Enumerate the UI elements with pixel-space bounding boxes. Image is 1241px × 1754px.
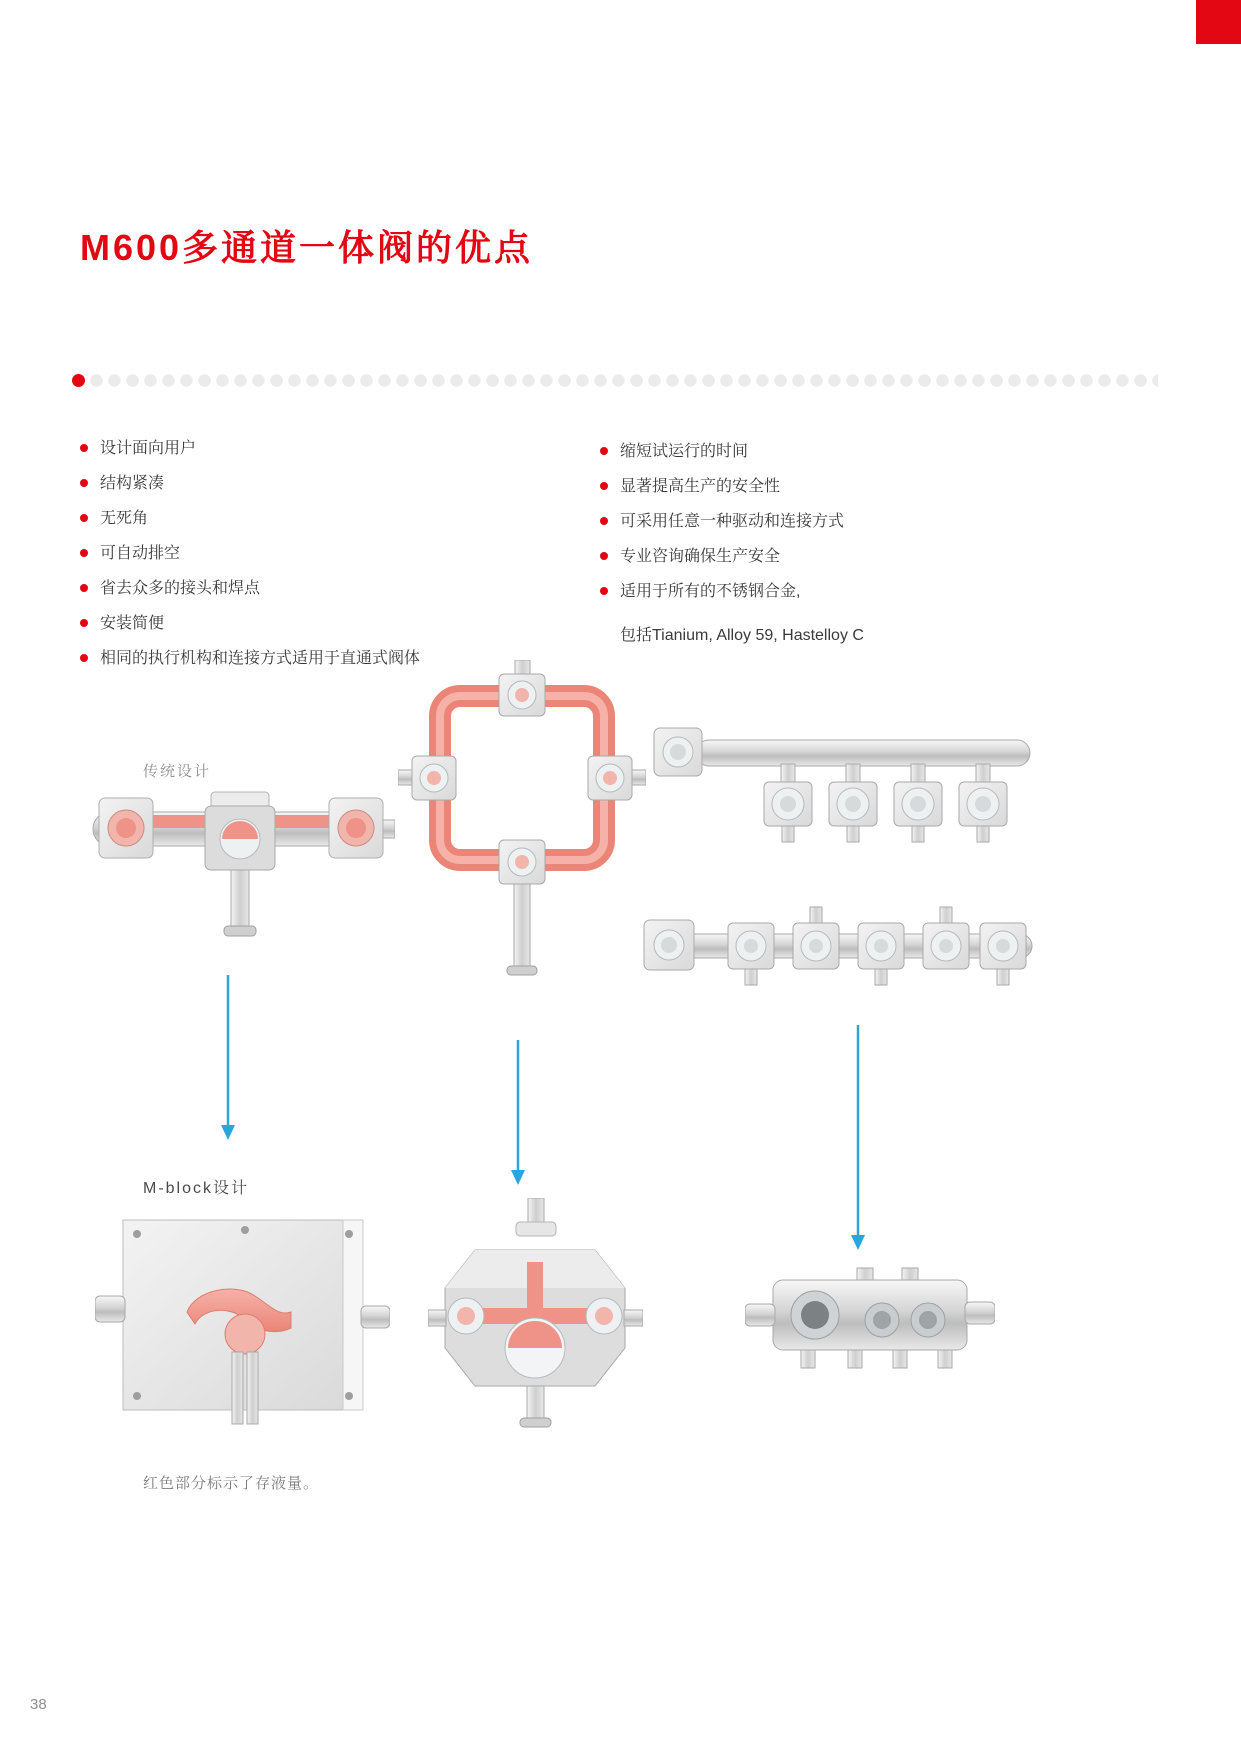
residue-loop — [440, 696, 604, 860]
list-item: 结构紧凑 — [78, 473, 558, 494]
compact-block-illustration — [745, 1252, 995, 1392]
figure-loop-manifold — [398, 660, 646, 1005]
arrow-right — [848, 1025, 868, 1250]
inline-valve — [793, 907, 839, 969]
red-dot-icon — [72, 374, 85, 387]
page-corner-marker — [1196, 0, 1241, 44]
branch-valve — [764, 764, 812, 842]
branch-valve — [959, 764, 1007, 842]
inline-valve — [980, 923, 1026, 985]
inline-manifold-illustration — [640, 886, 1040, 1016]
list-item: 专业咨询确保生产安全 — [598, 546, 1118, 567]
list-item: 可采用任意一种驱动和连接方式 — [598, 511, 1118, 532]
figure-inline-manifold — [640, 886, 1040, 1016]
list-item: 相同的执行机构和连接方式适用于直通式阀体 — [78, 648, 558, 669]
list-item: 显著提高生产的安全性 — [598, 476, 1118, 497]
loop-manifold-illustration — [398, 660, 646, 1005]
inline-valve — [923, 907, 969, 969]
figure-block-valve — [428, 1198, 643, 1433]
figure-compact-block — [745, 1252, 995, 1392]
benefit-list-left — [78, 438, 558, 683]
list-item: 无死角 — [78, 508, 558, 529]
list-item: 缩短试运行的时间 — [598, 441, 1118, 462]
inline-valve — [858, 923, 904, 985]
list-item: 可自动排空 — [78, 543, 558, 564]
figure-traditional-manifold — [85, 742, 395, 967]
traditional-manifold-illustration — [85, 742, 395, 967]
page-number: 38 — [30, 1696, 47, 1713]
figure-mblock-plate — [95, 1212, 390, 1432]
arrow-left — [218, 975, 238, 1140]
arrow-middle — [508, 1040, 528, 1185]
traditional-design-label: 传统设计 — [143, 763, 212, 780]
list-item: 适用于所有的不锈钢合金, — [598, 581, 1118, 602]
block-valve-illustration — [428, 1198, 643, 1433]
figure-branch-manifold — [648, 712, 1038, 882]
mblock-design-label: M-block设计 — [143, 1180, 250, 1197]
page-title: M600多通道一体阀的优点 — [80, 227, 534, 269]
down-arrow-icon — [218, 975, 238, 1140]
down-arrow-icon — [508, 1040, 528, 1185]
list-item-continuation: 包括Tianium, Alloy 59, Hastelloy C — [620, 627, 864, 644]
branch-valve — [894, 764, 942, 842]
branch-valve — [829, 764, 877, 842]
branch-manifold-illustration — [648, 712, 1038, 882]
down-arrow-icon — [848, 1025, 868, 1250]
inline-valve — [728, 923, 774, 985]
list-item: 安装简便 — [78, 613, 558, 634]
dotted-separator — [72, 374, 1158, 387]
list-item: 省去众多的接头和焊点 — [78, 578, 558, 599]
list-item: 设计面向用户 — [78, 438, 558, 459]
figure-caption: 红色部分标示了存液量。 — [143, 1475, 320, 1492]
mblock-plate-illustration — [95, 1212, 390, 1432]
benefit-list-right — [598, 441, 1118, 616]
